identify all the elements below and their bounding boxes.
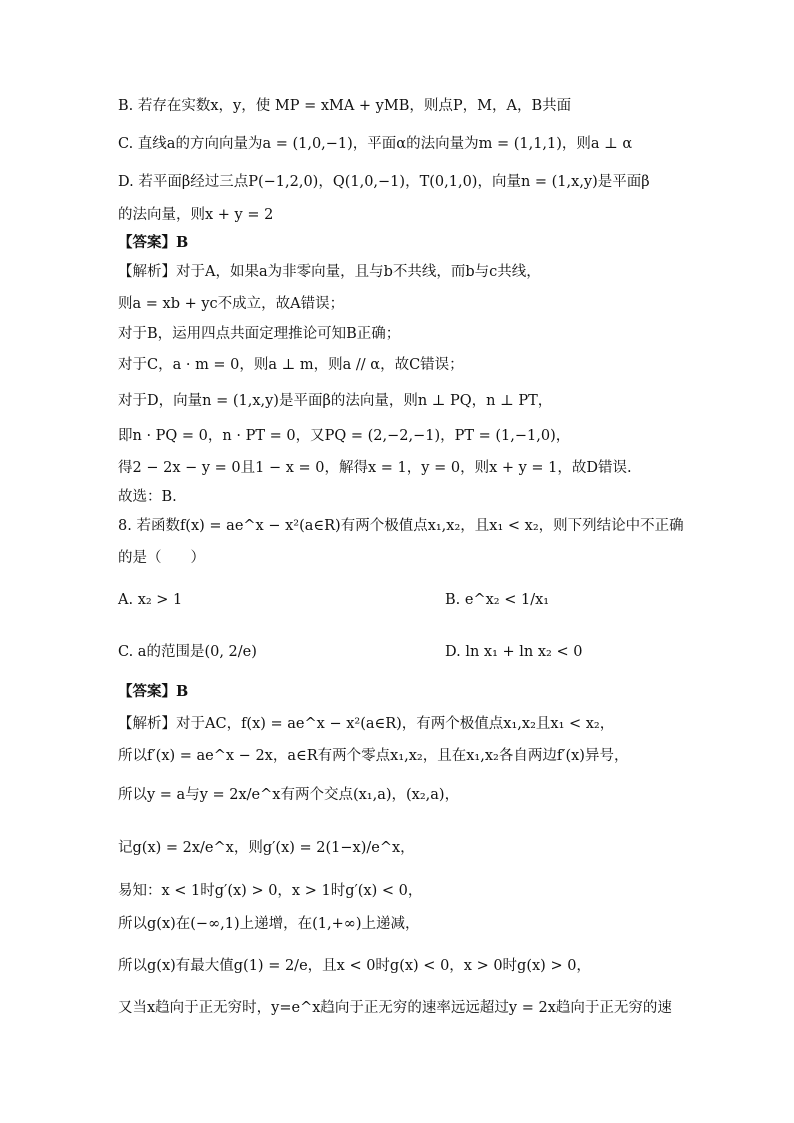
solution-line: 所以g(x)有最大值g(1) = 2/e，且x < 0时g(x) < 0，x > 0时g(x) > 0， bbox=[118, 958, 591, 974]
option-b: B. e^x₂ < 1/x₁ bbox=[445, 592, 550, 608]
solution-line: 所以y = a与y = 2x/e^x有两个交点(x₁,a)，(x₂,a)， bbox=[118, 787, 460, 803]
option-d-text: D. 若平面β经过三点P(−1,2,0)，Q(1,0,−1)，T(0,1,0)，向量n = (1,x,y)是平面β bbox=[118, 174, 650, 190]
option-c: C. a的范围是(0, 2/e) bbox=[118, 644, 257, 660]
analysis-line: 即n · PQ = 0，n · PT = 0，又PQ = (2,−2,−1)，PT = (1,−1,0)， bbox=[118, 428, 571, 444]
question-8-stem: 8. 若函数f(x) = ae^x − x²(a∈R)有两个极值点x₁,x₂，且x₁ < x₂，则下列结论中不正确 bbox=[118, 518, 684, 534]
answer-label-q7: 【答案】B bbox=[118, 234, 189, 251]
option-b-text: B. 若存在实数x，y，使 MP = xMA + yMB，则点P，M，A，B共面 bbox=[118, 98, 572, 114]
analysis-line: 故选：B. bbox=[118, 489, 177, 505]
question-8-stem-cont: 的是（ ） bbox=[118, 550, 205, 566]
analysis-line: 对于C，a · m = 0，则a ⊥ m，则a // α，故C错误； bbox=[118, 357, 464, 373]
analysis-line: 对于B，运用四点共面定理推论可知B正确； bbox=[118, 326, 401, 342]
solution-line: 【解析】对于AC，f(x) = ae^x − x²(a∈R)，有两个极值点x₁,x₂且x₁ < x₂， bbox=[118, 716, 615, 732]
solution-line: 所以g(x)在(−∞,1)上递增，在(1,+∞)上递减， bbox=[118, 916, 420, 932]
analysis-line: 对于D，向量n = (1,x,y)是平面β的法向量，则n ⊥ PQ，n ⊥ PT， bbox=[118, 393, 553, 409]
solution-line: 又当x趋向于正无穷时，y=e^x趋向于正无穷的速率远远超过y = 2x趋向于正无穷的速 bbox=[118, 1000, 672, 1016]
analysis-line: 【解析】对于A，如果a为非零向量，且与b不共线，而b与c共线， bbox=[118, 264, 541, 280]
option-d: D. ln x₁ + ln x₂ < 0 bbox=[445, 644, 583, 660]
answer-label-q8: 【答案】B bbox=[118, 683, 189, 700]
solution-line: 所以f′(x) = ae^x − 2x，a∈R有两个零点x₁,x₂，且在x₁,x₂各自两边f′(x)异号， bbox=[118, 748, 629, 764]
option-a: A. x₂ > 1 bbox=[118, 592, 183, 608]
solution-line: 记g(x) = 2x/e^x，则g′(x) = 2(1−x)/e^x， bbox=[118, 840, 415, 856]
option-d-text-cont: 的法向量，则x + y = 2 bbox=[118, 207, 274, 223]
option-c-text: C. 直线a的方向向量为a = (1,0,−1)，平面α的法向量为m = (1,1,1)，则a ⊥ α bbox=[118, 136, 633, 152]
solution-line: 易知：x < 1时g′(x) > 0，x > 1时g′(x) < 0， bbox=[118, 883, 423, 899]
analysis-line: 得2 − 2x − y = 0且1 − x = 0，解得x = 1，y = 0，则x + y = 1，故D错误. bbox=[118, 460, 632, 476]
analysis-line: 则a = xb + yc不成立，故A错误； bbox=[118, 296, 345, 312]
